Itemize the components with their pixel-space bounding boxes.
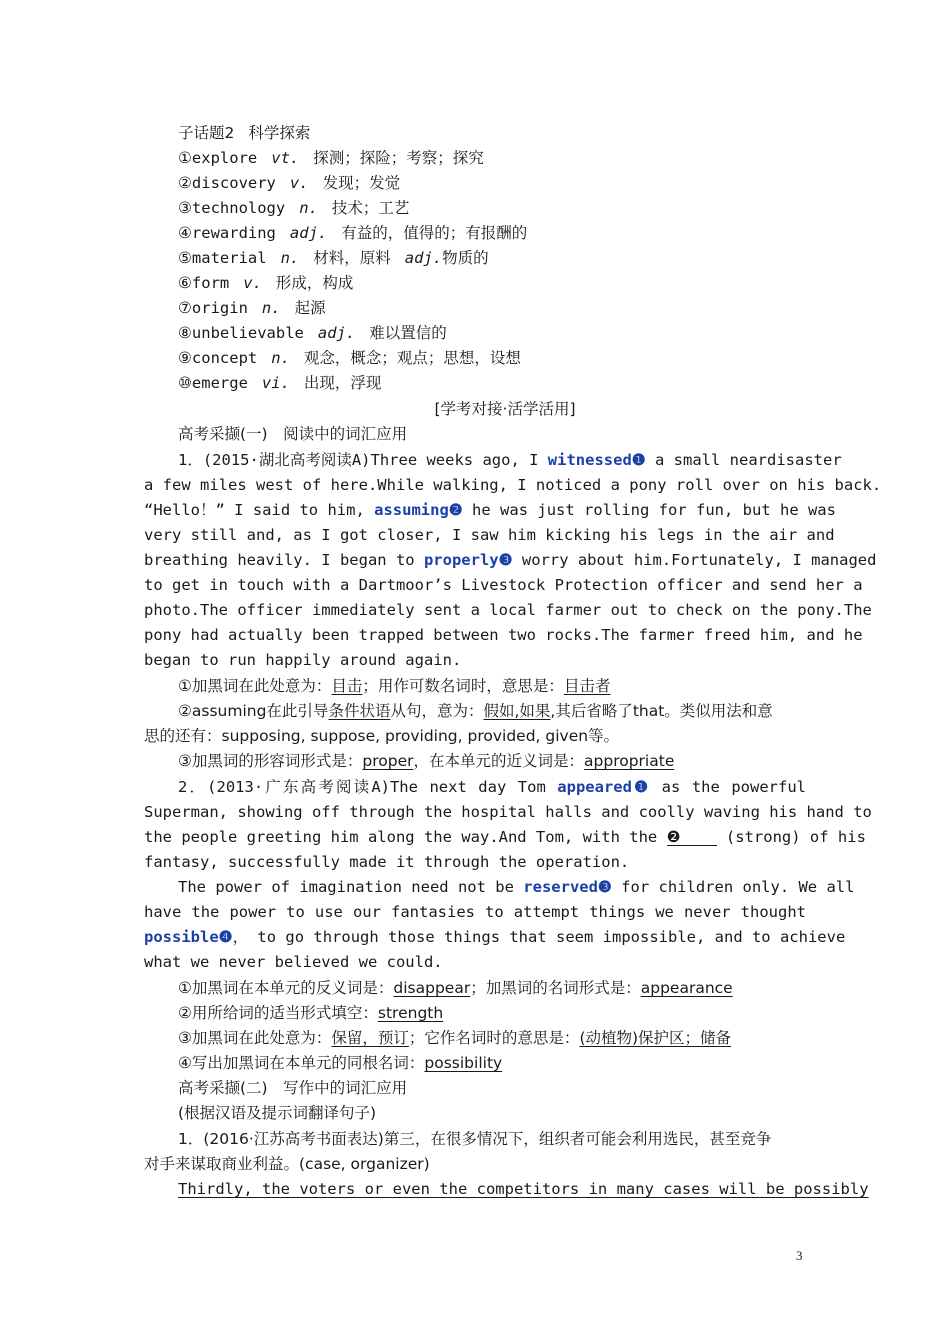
vocab-word: origin [191, 299, 248, 317]
part2-instruction: (根据汉语及提示词翻译句子) [178, 1104, 377, 1122]
part2-q1: 1．(2016·江苏高考书面表达)第三，在很多情况下，组织者可能会利用选民，甚至竞争 [178, 1130, 772, 1148]
page-number: 3 [796, 1248, 803, 1263]
vocab-pos: n. [261, 299, 281, 317]
fill-blank[interactable]: ❷ [667, 829, 717, 846]
vocab-word: rewarding [191, 224, 276, 242]
q2-line: Superman, showing off through the hospital halls and coolly waving his hand to [144, 803, 872, 821]
q1-line: breathing heavily. I began to properly❸ worry about him.Fortunately, I managed [144, 551, 877, 569]
q1-answer-2-cont: 思的还有：supposing, suppose, providing, provided, given等。 [144, 727, 620, 745]
vocab-item [178, 346, 806, 371]
vocab-meaning: 有益的，值得的；有报酬的 [341, 224, 528, 242]
vocab-num: ⑤ [178, 249, 192, 267]
q1-line: began to run happily around again. [144, 651, 462, 669]
vocab-word: unbelievable [191, 324, 304, 342]
vocab-pos: n. [299, 199, 318, 217]
bold-word: properly❸ [423, 551, 513, 569]
vocab-pos: v. [289, 174, 309, 192]
vocab-pos: adj. [289, 224, 328, 242]
q2-line: possible❹， to go through those things that seem impossible, and to achieve [144, 928, 846, 946]
q1-line: to get in touch with a Dartmoor’s Livestock Protection officer and send her a [144, 576, 863, 594]
vocab-num: ⑩ [178, 374, 192, 392]
vocab-word: technology [191, 199, 286, 217]
q2-answer-1: ①加黑词在本单元的反义词是：disappear；加黑词的名词形式是：appearance [178, 979, 733, 997]
vocab-word: emerge [191, 374, 248, 392]
q2-line: the people greeting him along the way.And Tom, with the ❷ (strong) of his [144, 828, 866, 846]
bold-word: witnessed❶ [547, 451, 646, 469]
vocab-item [178, 371, 806, 396]
q2-answer-4: ④写出加黑词在本单元的同根名词：possibility [178, 1054, 503, 1072]
section-heading: [学考对接·活学活用] [434, 400, 576, 418]
q2-line: The power of imagination need not be reserved❸ for children only. We all [178, 878, 855, 896]
vocab-item [178, 296, 806, 321]
vocab-word: concept [191, 349, 258, 367]
vocab-meaning: 材料，原料 [313, 249, 391, 267]
vocab-meaning: 探测；探险；考察；探究 [313, 149, 484, 167]
vocab-item [178, 196, 806, 221]
q1-answer-1: ①加黑词在此处意为：目击；用作可数名词时，意思是：目击者 [178, 677, 611, 695]
vocab-word: discovery [191, 174, 276, 192]
q2-line: what we never believed we could. [144, 953, 443, 971]
vocab-pos2: adj. [404, 249, 443, 267]
q1-answer-2: ②assuming在此引导条件状语从句，意为：假如,如果,其后省略了that。类似用法和意 [178, 702, 773, 720]
vocab-item [178, 146, 806, 171]
part2-answer: Thirdly, the voters or even the competitors in many cases will be possibly [178, 1180, 869, 1198]
q2-line: 2．(2013·广东高考阅读A)The next day Tom appeared❶ as the powerful [178, 778, 806, 796]
vocab-word: material [191, 249, 267, 267]
vocab-num: ③ [178, 199, 192, 217]
vocab-meaning2: 物质的 [442, 249, 489, 267]
bold-word: possible❹ [144, 928, 233, 946]
q1-line: pony had actually been trapped between two rocks.The farmer freed him, and he [144, 626, 863, 644]
q1-answer-3: ③加黑词的形容词形式是：proper，在本单元的近义词是：appropriate [178, 752, 675, 770]
q2-line: have the power to use our fantasies to attempt things we never thought [144, 903, 806, 921]
vocab-pos: n. [280, 249, 300, 267]
vocab-word: form [191, 274, 230, 292]
q2-answer-2: ②用所给词的适当形式填空：strength [178, 1004, 444, 1022]
vocab-pos: n. [271, 349, 290, 367]
vocab-meaning: 难以置信的 [369, 324, 447, 342]
vocab-meaning: 形成，构成 [275, 274, 354, 292]
q1-line: 1．(2015·湖北高考阅读A)Three weeks ago, I witnessed❶ a small neardisaster [178, 451, 842, 469]
vocab-item [178, 321, 806, 346]
part1-title: 高考采撷(一) 阅读中的词汇应用 [178, 425, 408, 443]
vocab-meaning: 起源 [294, 299, 326, 317]
vocab-pos: adj. [317, 324, 356, 342]
vocab-pos: v. [243, 274, 262, 292]
vocab-item [178, 171, 806, 196]
vocab-num: ② [178, 174, 192, 192]
part2-q1-cont: 对手来谋取商业利益。(case, organizer) [144, 1155, 430, 1173]
q1-line: a few miles west of here.While walking, I noticed a pony roll over on his back. [144, 476, 882, 494]
vocab-pos: vi. [261, 374, 290, 392]
vocab-meaning: 观念，概念；观点；思想，设想 [303, 349, 521, 367]
vocab-pos: vt. [271, 149, 300, 167]
q1-line: photo.The officer immediately sent a local farmer out to check on the pony.The [144, 601, 872, 619]
vocab-meaning: 出现，浮现 [303, 374, 382, 392]
vocab-num: ⑥ [178, 274, 192, 292]
vocab-item [178, 221, 806, 246]
vocab-num: ④ [178, 224, 192, 242]
vocab-meaning: 技术；工艺 [331, 199, 410, 217]
part2-title: 高考采撷(二) 写作中的词汇应用 [178, 1079, 408, 1097]
subtopic-heading: 子话题2 科学探索 [178, 124, 311, 142]
bold-word: reserved❸ [523, 878, 612, 896]
vocab-item [178, 246, 806, 271]
vocab-num: ⑦ [178, 299, 192, 317]
vocab-num: ⑧ [178, 324, 192, 342]
q2-line: fantasy, successfully made it through the operation. [144, 853, 630, 871]
bold-word: assuming❷ [374, 501, 463, 519]
q1-line: very still and, as I got closer, I saw him kicking his legs in the air and [144, 526, 835, 544]
q2-answer-3: ③加黑词在此处意为：保留，预订；它作名词时的意思是：(动植物)保护区；储备 [178, 1029, 732, 1047]
bold-word: appeared❶ [557, 778, 651, 796]
vocab-word: explore [191, 149, 258, 167]
vocab-item [178, 271, 806, 296]
q1-line: “Hello！” I said to him, assuming❷ he was just rolling for fun, but he was [144, 501, 836, 519]
vocab-num: ⑨ [178, 349, 192, 367]
vocab-meaning: 发现；发觉 [322, 174, 401, 192]
vocab-num: ① [178, 149, 192, 167]
